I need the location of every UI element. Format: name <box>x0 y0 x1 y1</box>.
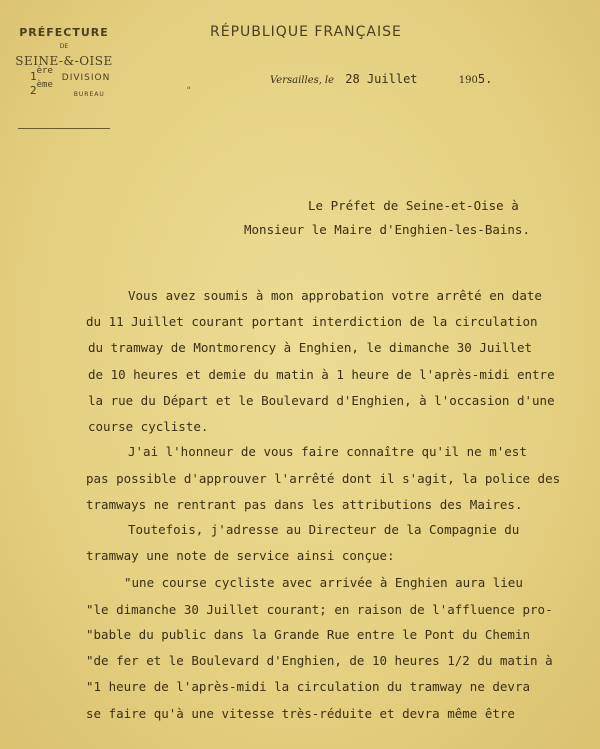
body-line: de 10 heures et demie du matin à 1 heure de l'après-midi entre <box>88 367 555 382</box>
division-number: 1 <box>30 70 37 83</box>
prefecture-title: PRÉFECTURE <box>19 26 109 39</box>
body-line: "bable du public dans la Grande Rue entre le Pont du Chemin <box>86 627 531 642</box>
bureau-number: 2 <box>30 84 37 97</box>
body-line: tramways ne rentrant pas dans les attributions des Maires. <box>86 497 523 512</box>
body-line: la rue du Départ et le Boulevard d'Enghien, à l'occasion d'une <box>88 393 555 408</box>
body-line: "de fer et le Boulevard d'Enghien, de 10 heures 1/2 du matin à <box>86 653 553 668</box>
bureau-label: BUREAU <box>73 91 105 98</box>
stray-mark: " <box>186 86 192 96</box>
letterhead-divider <box>18 128 110 129</box>
body-line: Toutefois, j'adresse au Directeur de la Compagnie du <box>128 522 520 537</box>
division-ordinal: ère <box>36 66 53 76</box>
body-line: J'ai l'honneur de vous faire connaître qu'il ne m'est <box>128 444 527 459</box>
body-line: se faire qu'à une vitesse très-réduite et devra même être <box>86 706 515 721</box>
bureau-ordinal: ème <box>36 80 53 90</box>
date-year-prefix: 190 <box>458 75 478 86</box>
address-line-1: Le Préfet de Seine-et-Oise à <box>308 198 519 213</box>
body-line: pas possible d'approuver l'arrêté dont il s'agit, la police des <box>86 471 561 486</box>
body-line: du 11 Juillet courant portant interdiction de la circulation <box>86 314 538 329</box>
department-name: SEINE-&-OISE <box>15 54 113 68</box>
body-line: tramway une note de service ainsi conçue: <box>86 548 395 563</box>
body-line: "le dimanche 30 Juillet courant; en raison de l'affluence pro- <box>86 602 553 617</box>
letterhead-block <box>8 26 120 98</box>
address-line-2: Monsieur le Maire d'Enghien-les-Bains. <box>244 222 530 237</box>
date-year-suffix: 5. <box>477 72 493 86</box>
date-prefix: le <box>324 75 335 86</box>
republique-heading: RÉPUBLIQUE FRANÇAISE <box>210 24 402 40</box>
body-line: du tramway de Montmorency à Enghien, le dimanche 30 Juillet <box>88 340 533 355</box>
body-line: course cycliste. <box>88 419 209 434</box>
date-line <box>270 72 492 86</box>
prefecture-de: DE <box>59 43 69 50</box>
body-line: Vous avez soumis à mon approbation votre arrêté en date <box>128 288 542 303</box>
body-line: "1 heure de l'après-midi la circulation du tramway ne devra <box>86 679 531 694</box>
division-line <box>8 66 120 84</box>
body-line: "une course cycliste avec arrivée à Enghien aura lieu <box>124 575 523 590</box>
date-day-month: 28 Juillet <box>345 72 418 86</box>
bureau-line <box>8 80 120 98</box>
date-place: Versailles, <box>270 75 322 86</box>
division-label: DIVISION <box>61 73 111 83</box>
